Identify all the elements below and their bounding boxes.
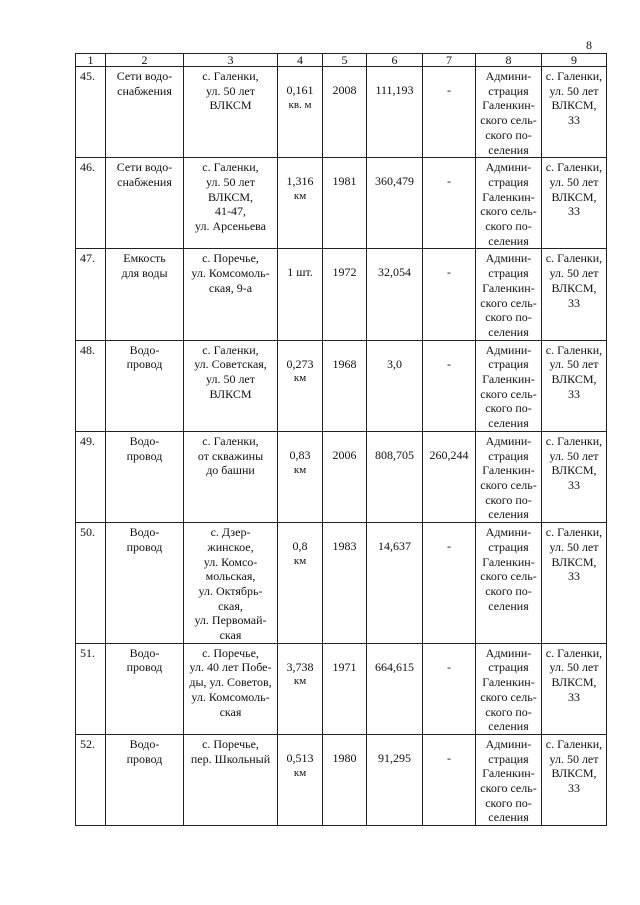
holder-address-line: 33: [568, 295, 580, 310]
holder-address-line: 33: [568, 113, 580, 128]
holder-line: ского по-: [485, 704, 532, 719]
holder-line: Админи-: [485, 433, 532, 448]
holder-cell: [476, 431, 542, 522]
object-name-cell: [106, 249, 184, 340]
year-value: 1971: [332, 659, 357, 674]
holder-line: селения: [488, 416, 529, 431]
column-header: 4: [278, 54, 323, 67]
object-address-line: ул. Комсомоль-: [191, 266, 270, 281]
object-address-line: с. Галенки,: [202, 69, 259, 83]
length-cell: [278, 158, 323, 249]
holder-line: ского по-: [485, 127, 532, 142]
holder-address-line: ул. 50 лет: [549, 751, 599, 766]
holder-line: страция: [488, 448, 529, 463]
holder-line: страция: [488, 660, 529, 675]
column-header: 2: [106, 54, 184, 67]
residual-value: -: [447, 539, 451, 554]
object-name-line: Водо-: [129, 645, 160, 660]
holder-address-line: 33: [568, 781, 580, 796]
holder-line: Галенкин-: [482, 189, 535, 204]
length-cell: [278, 643, 323, 734]
length-value: 1,316: [286, 174, 314, 189]
length-cell: [278, 340, 323, 431]
holder-line: селения: [488, 719, 529, 734]
cost-value: 3,0: [387, 356, 402, 371]
holder-line: Галенкин-: [482, 98, 535, 113]
holder-line: Админи-: [485, 525, 532, 540]
residual-cell: [423, 431, 476, 522]
object-address-line: ВЛКСМ: [209, 386, 252, 401]
year-value: 1968: [332, 356, 357, 371]
holder-line: страция: [488, 266, 529, 281]
object-address-line: ул. 50 лет: [205, 174, 256, 189]
holder-line: ского сель-: [480, 689, 537, 704]
object-name-line: Водо-: [129, 525, 160, 540]
object-name-cell: [106, 734, 184, 825]
object-address-line: с. Поречье,: [202, 736, 259, 751]
length-value: 0,8: [292, 539, 308, 554]
object-name-cell: [106, 643, 184, 734]
holder-line: ского сель-: [480, 113, 537, 128]
column-header: 7: [423, 54, 476, 67]
holder-address-line: 33: [568, 386, 580, 401]
residual-cell: [423, 643, 476, 734]
holder-cell: [476, 340, 542, 431]
object-address-cell: [184, 340, 278, 431]
object-address-line: ская: [219, 628, 242, 643]
object-name-line: снабжения: [117, 83, 172, 98]
year-value: 1980: [332, 750, 357, 765]
column-header: 9: [542, 54, 607, 67]
holder-line: селения: [488, 810, 529, 825]
holder-line: Админи-: [485, 342, 532, 357]
holder-address-cell: [542, 643, 607, 734]
cost-cell: [367, 340, 423, 431]
holder-line: ского по-: [485, 795, 532, 810]
holder-address-line: с. Галенки,: [545, 160, 603, 175]
holder-line: страция: [488, 83, 529, 98]
length-value: 0,273: [286, 356, 314, 371]
holder-line: ского сель-: [480, 295, 537, 310]
holder-line: селения: [488, 507, 529, 522]
column-header: 8: [476, 54, 542, 67]
object-name-line: для воды: [121, 266, 168, 281]
holder-line: ского по-: [485, 310, 532, 325]
holder-cell: [476, 249, 542, 340]
residual-value: -: [447, 750, 451, 765]
column-header: 5: [323, 54, 367, 67]
holder-line: Галенкин-: [482, 463, 535, 478]
object-address-line: ды, ул. Советов,: [189, 675, 272, 690]
cost-value: 664,615: [375, 659, 414, 674]
holder-address-cell: [542, 431, 607, 522]
object-address-cell: [184, 734, 278, 825]
object-name-line: провод: [126, 660, 163, 675]
holder-line: Админи-: [485, 160, 532, 175]
cost-value: 14,637: [378, 539, 411, 554]
holder-cell: [476, 523, 542, 644]
holder-address-cell: [542, 734, 607, 825]
holder-address-line: 33: [568, 204, 580, 219]
cost-cell: [367, 158, 423, 249]
holder-cell: [476, 643, 542, 734]
holder-address-line: 33: [568, 477, 580, 492]
length-cell: [278, 67, 323, 158]
table-row: [76, 734, 607, 825]
object-address-cell: [184, 643, 278, 734]
year-value: 1981: [332, 174, 357, 189]
holder-line: Админи-: [485, 69, 532, 83]
page-number: 8: [586, 38, 592, 52]
holder-line: страция: [488, 357, 529, 372]
object-address-line: ская: [219, 704, 242, 719]
holder-address-line: ВЛКСМ,: [551, 554, 597, 569]
row-number: 52.: [80, 736, 95, 751]
column-header: 6: [367, 54, 423, 67]
length-unit: км: [293, 463, 307, 476]
holder-address-line: с. Галенки,: [545, 251, 603, 266]
row-number: 48.: [80, 342, 95, 357]
cost-cell: [367, 643, 423, 734]
year-cell: [323, 249, 367, 340]
holder-line: Админи-: [485, 736, 532, 751]
length-unit: кв. м: [288, 98, 312, 111]
row-number: 50.: [80, 525, 95, 540]
row-number: 46.: [80, 160, 95, 175]
holder-address-cell: [542, 67, 607, 158]
object-address-line: с. Поречье,: [202, 251, 259, 266]
year-value: 2006: [332, 447, 357, 462]
year-cell: [323, 158, 367, 249]
object-name-cell: [106, 67, 184, 158]
cost-cell: [367, 249, 423, 340]
length-value: 3,738: [286, 659, 314, 674]
object-address-line: ул. Арсеньева: [195, 219, 266, 234]
holder-line: ского по-: [485, 219, 532, 234]
object-address-line: ВЛКСМ,: [207, 189, 254, 204]
holder-address-cell: [542, 523, 607, 644]
holder-line: ского по-: [485, 492, 532, 507]
holder-line: селения: [488, 324, 529, 339]
holder-line: Галенкин-: [482, 675, 535, 690]
holder-address-line: с. Галенки,: [545, 645, 603, 660]
holder-address-line: с. Галенки,: [545, 342, 603, 357]
object-address-line: ул. Первомай-: [194, 613, 267, 628]
holder-address-cell: [542, 340, 607, 431]
object-address-line: пер. Школьный: [190, 751, 271, 766]
holder-address-line: ВЛКСМ,: [551, 189, 597, 204]
object-address-line: 41-47,: [215, 204, 246, 219]
holder-address-line: ВЛКСМ,: [551, 463, 597, 478]
holder-address-line: с. Галенки,: [545, 69, 603, 83]
holder-line: Галенкин-: [482, 372, 535, 387]
object-address-line: с. Дзер-: [210, 525, 251, 540]
year-value: 1983: [332, 539, 357, 554]
table-row: [76, 249, 607, 340]
object-name-line: провод: [126, 448, 163, 463]
holder-line: Галенкин-: [482, 280, 535, 295]
row-number: 49.: [80, 433, 95, 448]
length-unit: км: [293, 554, 307, 567]
object-address-cell: [184, 249, 278, 340]
residual-value: -: [447, 659, 451, 674]
residual-cell: [423, 523, 476, 644]
object-name-line: Водо-: [129, 433, 160, 448]
object-name-line: Сети водо-: [116, 69, 173, 83]
object-name-line: снабжения: [117, 174, 172, 189]
year-value: 2008: [332, 83, 357, 97]
registry-body: [76, 67, 607, 826]
object-address-line: ул. Комсомоль-: [191, 689, 270, 704]
table-row: [76, 340, 607, 431]
object-name-cell: [106, 158, 184, 249]
length-cell: [278, 249, 323, 340]
residual-cell: [423, 340, 476, 431]
column-header: 1: [76, 54, 106, 67]
table-row: [76, 523, 607, 644]
year-value: 1972: [332, 265, 357, 280]
object-address-line: ская, 9-а: [208, 280, 253, 295]
object-address-line: ул. Октябрь-: [198, 583, 263, 598]
holder-address-line: ВЛКСМ,: [551, 766, 597, 781]
object-name-cell: [106, 340, 184, 431]
object-address-line: с. Галенки,: [202, 433, 259, 448]
holder-address-line: 33: [568, 569, 580, 584]
holder-line: ского по-: [485, 401, 532, 416]
holder-line: ского сель-: [480, 781, 537, 796]
object-address-cell: [184, 67, 278, 158]
cost-cell: [367, 67, 423, 158]
cost-value: 91,295: [378, 750, 411, 765]
property-registry-table: [75, 53, 607, 826]
cost-value: 111,193: [375, 83, 414, 97]
column-header: 3: [184, 54, 278, 67]
length-unit: км: [293, 372, 307, 385]
row-number: 51.: [80, 645, 95, 660]
row-number-cell: [76, 431, 106, 522]
object-address-line: с. Поречье,: [202, 645, 259, 660]
object-address-line: ул. Советская,: [194, 357, 267, 372]
table-row: [76, 643, 607, 734]
holder-address-line: 33: [568, 689, 580, 704]
object-name-cell: [106, 523, 184, 644]
holder-address-line: с. Галенки,: [545, 433, 603, 448]
length-unit: км: [293, 189, 307, 202]
holder-line: ского сель-: [480, 477, 537, 492]
object-address-line: от скважины: [197, 448, 264, 463]
length-unit: км: [293, 675, 307, 688]
row-number-cell: [76, 734, 106, 825]
holder-address-line: ВЛКСМ,: [551, 372, 597, 387]
row-number: 45.: [80, 69, 95, 83]
object-name-line: Водо-: [129, 342, 160, 357]
holder-line: Админи-: [485, 251, 532, 266]
object-address-line: ская,: [218, 598, 243, 613]
object-address-line: с. Галенки,: [202, 342, 259, 357]
table-row: [76, 67, 607, 158]
row-number-cell: [76, 643, 106, 734]
column-number-header: [76, 54, 607, 67]
holder-line: селения: [488, 233, 529, 248]
holder-address-line: ВЛКСМ,: [551, 675, 597, 690]
object-name-line: Сети водо-: [116, 160, 173, 175]
length-value: 0,161: [286, 83, 314, 97]
cost-value: 360,479: [375, 174, 414, 189]
object-address-cell: [184, 523, 278, 644]
residual-cell: [423, 249, 476, 340]
cost-value: 808,705: [375, 447, 414, 462]
row-number: 47.: [80, 251, 95, 266]
object-address-line: с. Галенки,: [202, 160, 259, 175]
holder-address-line: ул. 50 лет: [549, 174, 599, 189]
table-row: [76, 158, 607, 249]
object-name-line: провод: [126, 751, 163, 766]
length-cell: [278, 734, 323, 825]
length-cell: [278, 431, 323, 522]
year-cell: [323, 643, 367, 734]
row-number-cell: [76, 249, 106, 340]
holder-line: Админи-: [485, 645, 532, 660]
holder-line: селения: [488, 598, 529, 613]
holder-line: Галенкин-: [482, 554, 535, 569]
cost-value: 32,054: [378, 265, 411, 280]
holder-address-line: ул. 50 лет: [549, 448, 599, 463]
holder-line: ского сель-: [480, 569, 537, 584]
holder-line: страция: [488, 174, 529, 189]
residual-cell: [423, 67, 476, 158]
cost-cell: [367, 734, 423, 825]
length-cell: [278, 523, 323, 644]
object-address-line: ВЛКСМ: [209, 98, 252, 113]
object-address-line: мольская,: [205, 569, 256, 584]
holder-cell: [476, 67, 542, 158]
holder-line: селения: [488, 142, 529, 157]
holder-address-cell: [542, 249, 607, 340]
holder-line: страция: [488, 751, 529, 766]
year-cell: [323, 67, 367, 158]
holder-address-line: ВЛКСМ,: [551, 280, 597, 295]
residual-value: -: [447, 265, 451, 280]
object-address-line: до башни: [206, 463, 255, 478]
object-name-line: провод: [126, 357, 163, 372]
length-unit: км: [293, 766, 307, 779]
residual-cell: [423, 158, 476, 249]
residual-value: -: [447, 356, 451, 371]
holder-line: ского сель-: [480, 204, 537, 219]
residual-value: 260,244: [429, 447, 469, 462]
object-name-line: Емкость: [123, 251, 166, 266]
year-cell: [323, 523, 367, 644]
holder-cell: [476, 158, 542, 249]
row-number-cell: [76, 158, 106, 249]
holder-cell: [476, 734, 542, 825]
holder-line: Галенкин-: [482, 766, 535, 781]
object-address-cell: [184, 158, 278, 249]
holder-line: ского по-: [485, 583, 532, 598]
year-cell: [323, 431, 367, 522]
table-row: [76, 431, 607, 522]
object-address-line: ул. 40 лет Побе-: [189, 660, 272, 675]
object-name-cell: [106, 431, 184, 522]
row-number-cell: [76, 340, 106, 431]
holder-address-line: ул. 50 лет: [549, 83, 599, 98]
object-name-line: Водо-: [129, 736, 160, 751]
year-cell: [323, 340, 367, 431]
object-address-line: жинское,: [207, 539, 254, 554]
residual-value: -: [447, 174, 451, 189]
holder-address-line: ул. 50 лет: [549, 266, 599, 281]
length-value: 1 шт.: [287, 265, 313, 280]
holder-address-line: ул. 50 лет: [549, 357, 599, 372]
object-address-line: ул. 50 лет: [205, 372, 256, 387]
holder-address-line: ВЛКСМ,: [551, 98, 597, 113]
holder-address-line: с. Галенки,: [545, 525, 603, 540]
cost-cell: [367, 523, 423, 644]
row-number-cell: [76, 523, 106, 644]
residual-value: -: [447, 83, 451, 97]
holder-address-line: ул. 50 лет: [549, 539, 599, 554]
object-address-line: ул. 50 лет: [205, 83, 256, 98]
object-address-line: ул. Комсо-: [203, 554, 258, 569]
residual-cell: [423, 734, 476, 825]
year-cell: [323, 734, 367, 825]
holder-address-line: ул. 50 лет: [549, 660, 599, 675]
length-value: 0,83: [289, 447, 311, 462]
holder-address-cell: [542, 158, 607, 249]
object-address-cell: [184, 431, 278, 522]
object-name-line: провод: [126, 539, 163, 554]
row-number-cell: [76, 67, 106, 158]
length-value: 0,513: [286, 750, 314, 765]
holder-address-line: с. Галенки,: [545, 736, 603, 751]
cost-cell: [367, 431, 423, 522]
holder-line: ского сель-: [480, 386, 537, 401]
holder-line: страция: [488, 539, 529, 554]
